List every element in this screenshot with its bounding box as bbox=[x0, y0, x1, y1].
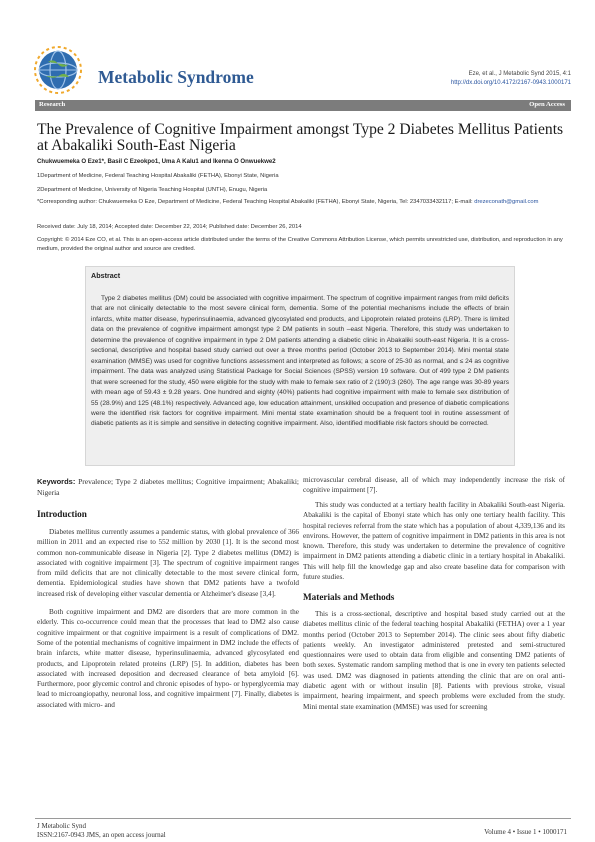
intro-paragraph-3: This study was conducted at a tertiary health facility in Abakaliki South-east Nigeria. Abakaliki is the capital of Ebonyi state which has only one tertiary health facility. This hospital recieves referral from the state which has a population of about 4,339,136 and its environs. However, the pattern of cognitive impairment in DM2 patients in this area is not known. Therefore, this study was undertaken to determine the prevalence of cognitive impairment in DM2 patients attending a diabetic clinic in a tertiary hospital in Abakaliki. This will help fill the knowledge gap and also create baseline data for comparison with future studies. bbox=[303, 501, 565, 582]
keywords-text: Prevalence; Type 2 diabetes mellitus; Cognitive impairment; Abakaliki; Nigeria bbox=[37, 477, 299, 497]
introduction-heading: Introduction bbox=[37, 509, 87, 519]
intro-paragraph-2-continued bbox=[303, 475, 565, 496]
corresponding-author bbox=[37, 198, 565, 207]
article-type-label: Research bbox=[39, 101, 66, 108]
article-dates: Received date: July 18, 2014; Accepted date: December 22, 2014; Published date: December 26, 2014 bbox=[37, 224, 302, 230]
methods-column bbox=[303, 609, 565, 712]
copyright-notice: Copyright: © 2014 Eze CO, et al. This is an open-access article distributed under the terms of the Creative Commons Attribution License, which permits unrestricted use, distribution, and reproduction in any medium, provided the original author and source are credited. bbox=[37, 237, 563, 252]
intro-paragraph-1: Diabetes mellitus currently assumes a pandemic status, with global prevalence of 366 million in 2011 and an expected rise to 552 million by 2030 [1]. It is the second most common non-communicable disease in Nigeria [2]. Type 2 diabetes mellitus (DM2) is associated with cognitive impairment [3]. The spectrum of cognitive impairment ranges from mild deficits that are not clinically detectable to the most severe clinical form, dementia. Epidemiological studies have shown that DM2 patients have a twofold increased risk of developing either vascular dementia or Alzheimer's disease [3,4]. bbox=[37, 528, 299, 598]
affiliation-2: 2Department of Medicine, University of Nigeria Teaching Hospital (UNTH), Enugu, Nigeria bbox=[37, 187, 268, 193]
journal-title: Metabolic Syndrome bbox=[98, 67, 254, 87]
citation-block bbox=[451, 70, 571, 88]
email-link[interactable]: drezeconath@gmail.com bbox=[474, 199, 539, 205]
intro-continuation-text: microvascular cerebral disease, all of which may independently increase the risk of cognitive impairment [7]. bbox=[303, 476, 565, 495]
abstract-text: Type 2 diabetes mellitus (DM) could be associated with cognitive impairment. The spectrum of cognitive impairment ranges from mild deficits that are not clinically detectable to the most severe clinical form, dementia. Some of the potential mechanisms include the effects of brain infarcts, white matter disease, hyperinsulinaemia, advanced glycosylated end products, and Lipoprotein related proteins (LRP). There is limited data on the prevalence of cognitive impairment amongst type 2 DM patients in south –east Nigeria. Therefore, this study was undertaken to determine the prevalence of cognitive impairment in type 2 DM patients attending a diabetic clinic in Abakaliki south-east Nigeria. It is a cross-sectional, descriptive and hospital based study carried out over a three months period (October 2013 to September 2014). Mini mental state examination (MMSE) was used for cognitive functions assessment and interpreted as follows; a score of 25-30 as normal, and ≤ 24 as cognitive impairment. The data was analyzed using Statistical Package for Social Sciences (SPSS) version 19 software. Out of 499 type 2 DM patients that were screened for the study, 450 were eligible for the study with male to female sex ratio of 2 (190):3 (260). The age range was 30-89 years with mean age of 59.43 ± 9.28 years. One hundred and eighty (40%) patients had cognitive impairment with male to female sex distribution of 55 (28.9%) and 125 (48.1%) respectively. Advanced age, low education attainment, unskilled occupation and presence of diabetic complications were the identified risk factors for cognitive impairment. Mini mental state examination should be a frequent tool in routine assessment of diabetic patients as it is simple and sensitive in detecting cognitive impairment. Also, identified modifiable risk factors should be corrected. bbox=[91, 295, 509, 428]
footer-issn: ISSN:2167-0943 JMS, an open access journal bbox=[37, 831, 166, 839]
article-type-bar bbox=[35, 100, 571, 111]
introduction-left-column bbox=[37, 527, 299, 710]
open-access-label: Open Access bbox=[529, 101, 565, 108]
footer-divider bbox=[35, 818, 571, 819]
abstract-heading: Abstract bbox=[91, 271, 121, 280]
paper-title: The Prevalence of Cognitive Impairment amongst Type 2 Diabetes Mellitus Patients at Abakaliki South-East Nigeria bbox=[37, 121, 564, 154]
doi-link[interactable]: http://dx.doi.org/10.4172/2167-0943.1000171 bbox=[450, 80, 571, 86]
journal-logo bbox=[26, 40, 90, 100]
footer-journal: J Metabolic Synd bbox=[37, 822, 86, 830]
correspondence-text: *Corresponding author: Chukwuemeka O Eze, Department of Medicine, Federal Teaching Hospital Abakaliki (FETHA), Ebonyi State, Nigeria, Tel: 2347033432117; E-mail: bbox=[37, 199, 473, 205]
author-list: Chukwuemeka O Eze1*, Basil C Ezeokpo1, Uma A Kalu1 and Ikenna O Onwuekwe2 bbox=[37, 158, 276, 165]
methods-heading: Materials and Methods bbox=[303, 592, 395, 602]
keywords bbox=[37, 477, 299, 498]
methods-paragraph-1: This is a cross-sectional, descriptive and hospital based study carried out at the diabetes mellitus clinic of the federal teaching hospital Abakaliki (FETHA) over a 1 year months period (October 2013 to September 2014). The clinic sees about fifty diabetic patients weekly. An investigator administered pretested and semi-structured questionnaires were used to obtain data from eligible and consenting DM2 patients of both sexes. Systematic random sampling method that is one in every ten patients selected was used. DM2 was diagnosed in patients attending the clinic that are on oral anti-diabetic agent with or without insulin [8]. Patients with previous stroke, visual impairment, hearing impairment, and speech problems were excluded from the study. Mini mental state examination (MMSE) was used for screening bbox=[303, 610, 565, 711]
citation-text: Eze, et al., J Metabolic Synd 2015, 4:1 bbox=[468, 71, 571, 77]
intro-paragraph-3-block bbox=[303, 500, 565, 582]
keywords-label: Keywords: bbox=[37, 477, 76, 486]
affiliation-1: 1Department of Medicine, Federal Teaching Hospital Abakaliki (FETHA), Ebonyi State, Nigeria bbox=[37, 173, 279, 179]
footer-volume: Volume 4 • Issue 1 • 1000171 bbox=[484, 828, 567, 836]
intro-paragraph-2: Both cognitive impairment and DM2 are disorders that are more common in the elderly. This co-occurrence could mean that the processes that lead to DM2 also cause cognitive impairment or that cognitive impairment is a result of complications of DM2. Some of the potential mechanisms of cognitive impairment in DM2 include the effects of brain infarcts, white matter disease, hyperinsulinaemia, advanced glycosylated end products, and Lipoprotein related proteins (LRP) [5]. In addition, diabetes has been associated with increased deposition and decreased clearance of beta amyloid [6]. Furthermore, poor glycemic control and chronic episodes of hypo- or hyperglycemia may lead to microangiopathy, neuronal loss, and cognitive impairment [7]. Finally, diabetes is associated with micro- and bbox=[37, 608, 299, 709]
